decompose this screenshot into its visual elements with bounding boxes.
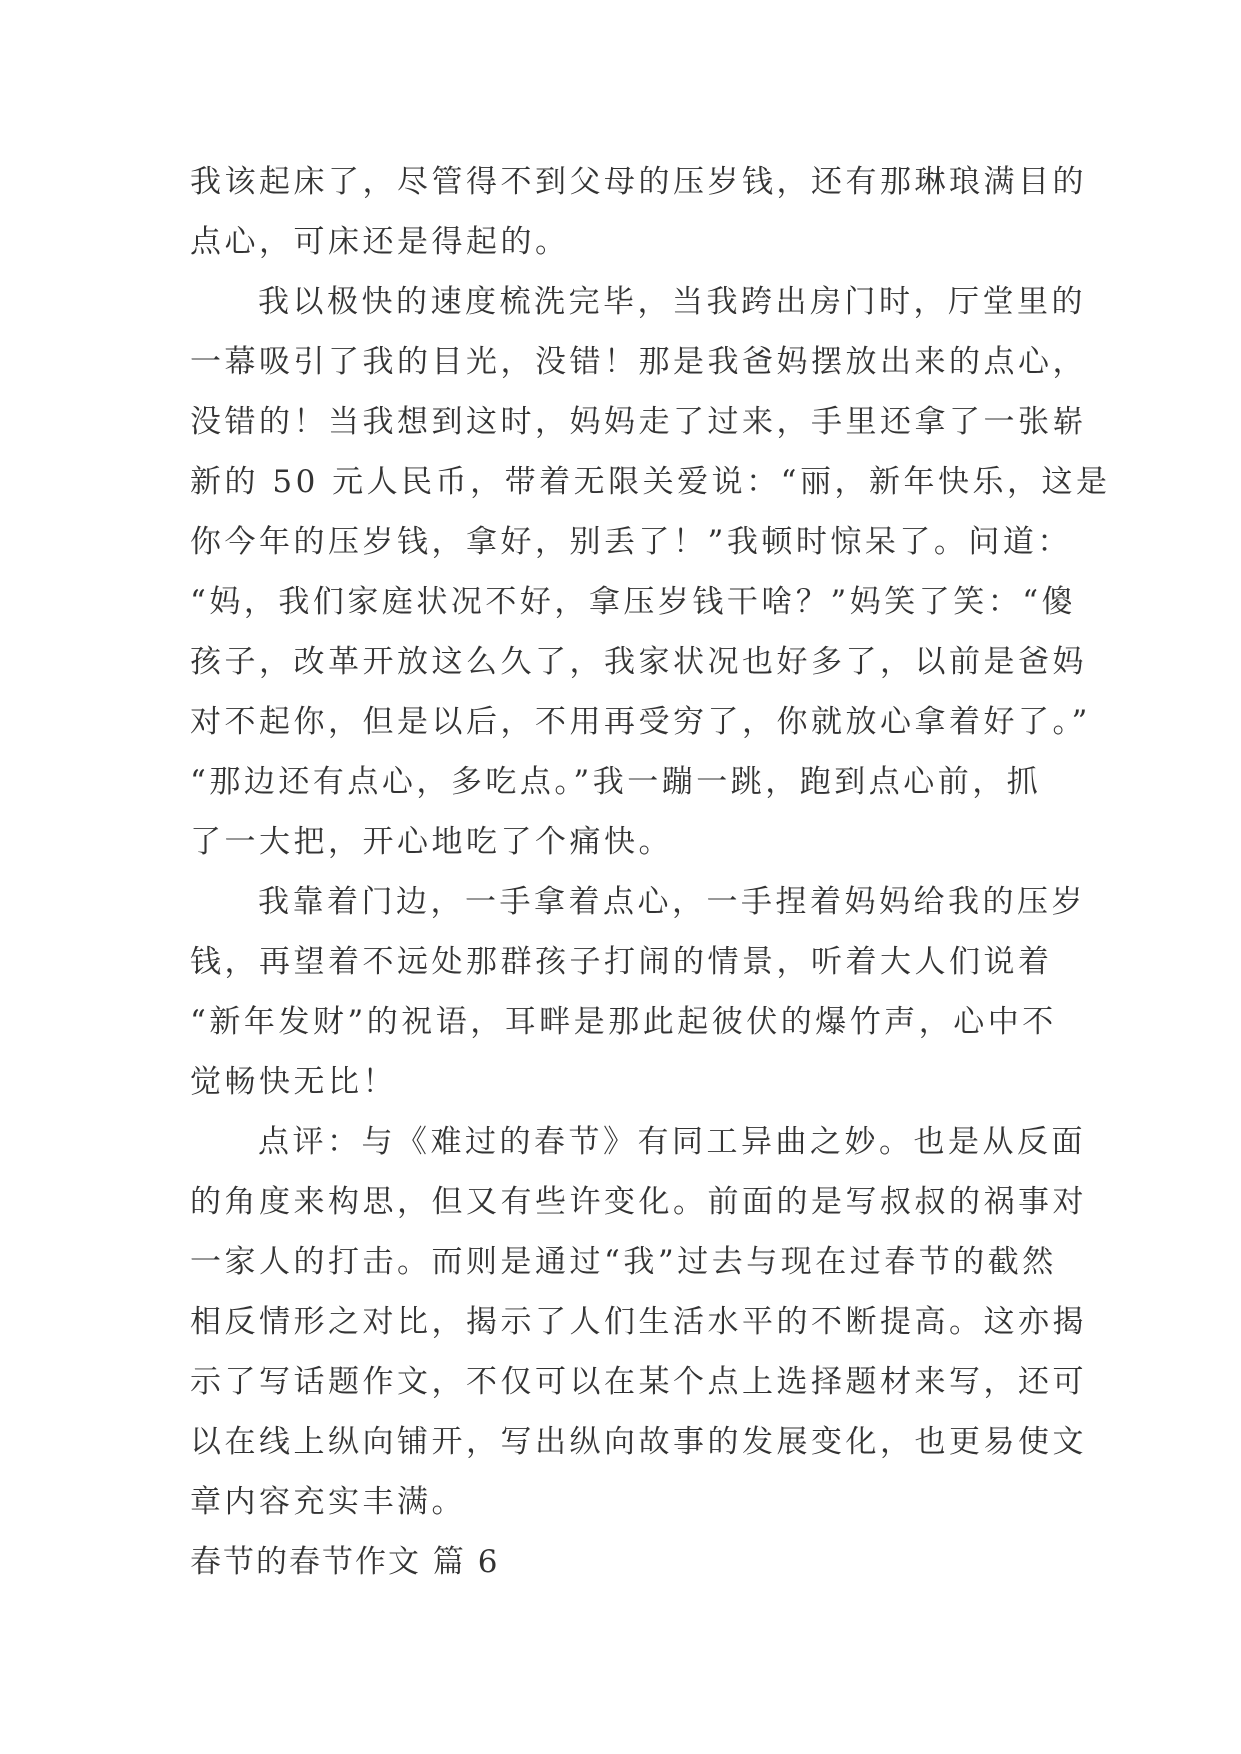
paragraph-start-line: 点评：与《难过的春节》有同工异曲之妙。也是从反面 (258, 1124, 1086, 1160)
text-line: 点心，可床还是得起的。 (190, 224, 570, 260)
text-line: 觉畅快无比！ (190, 1064, 397, 1100)
text-line: 一幕吸引了我的目光，没错！那是我爸妈摆放出来的点心， (190, 344, 1087, 380)
article-body (190, 152, 1111, 1592)
text-line: 钱，再望着不远处那群孩子打闹的情景，听着大人们说着 (190, 944, 1053, 980)
text-line: 我该起床了，尽管得不到父母的压岁钱，还有那琳琅满目的 (190, 164, 1087, 200)
paragraph-start-line: 我以极快的速度梳洗完毕，当我跨出房门时，厅堂里的 (258, 284, 1086, 320)
text-line: 示了写话题作文，不仅可以在某个点上选择题材来写，还可 (190, 1364, 1087, 1400)
text-line: 了一大把，开心地吃了个痛快。 (190, 824, 673, 860)
text-line: 相反情形之对比，揭示了人们生活水平的不断提高。这亦揭 (190, 1304, 1087, 1340)
text-line: 章内容充实丰满。 (190, 1484, 466, 1520)
text-line: “新年发财”的祝语，耳畔是那此起彼伏的爆竹声，心中不 (190, 1004, 1057, 1040)
text-line: 的角度来构思，但又有些许变化。前面的是写叔叔的祸事对 (190, 1184, 1087, 1220)
text-line: 孩子，改革开放这么久了，我家状况也好多了，以前是爸妈 (190, 644, 1087, 680)
text-line: “那边还有点心，多吃点。”我一蹦一跳，跑到点心前，抓 (190, 764, 1042, 800)
text-line: 一家人的打击。而则是通过“我”过去与现在过春节的截然 (190, 1244, 1057, 1280)
paragraph-start-line: 我靠着门边，一手拿着点心，一手捏着妈妈给我的压岁 (258, 884, 1086, 920)
section-heading: 春节的春节作文 篇 6 (190, 1544, 500, 1580)
text-line: “妈，我们家庭状况不好，拿压岁钱干啥？”妈笑了笑：“傻 (190, 584, 1077, 620)
text-line: 没错的！当我想到这时，妈妈走了过来，手里还拿了一张崭 (190, 404, 1087, 440)
text-line: 以在线上纵向铺开，写出纵向故事的发展变化，也更易使文 (190, 1424, 1087, 1460)
text-line: 新的 50 元人民币，带着无限关爱说：“丽，新年快乐，这是 (190, 464, 1111, 500)
text-line: 对不起你，但是以后，不用再受穷了，你就放心拿着好了。” (190, 704, 1091, 740)
text-line: 你今年的压岁钱，拿好，别丢了！”我顿时惊呆了。问道： (190, 524, 1072, 560)
